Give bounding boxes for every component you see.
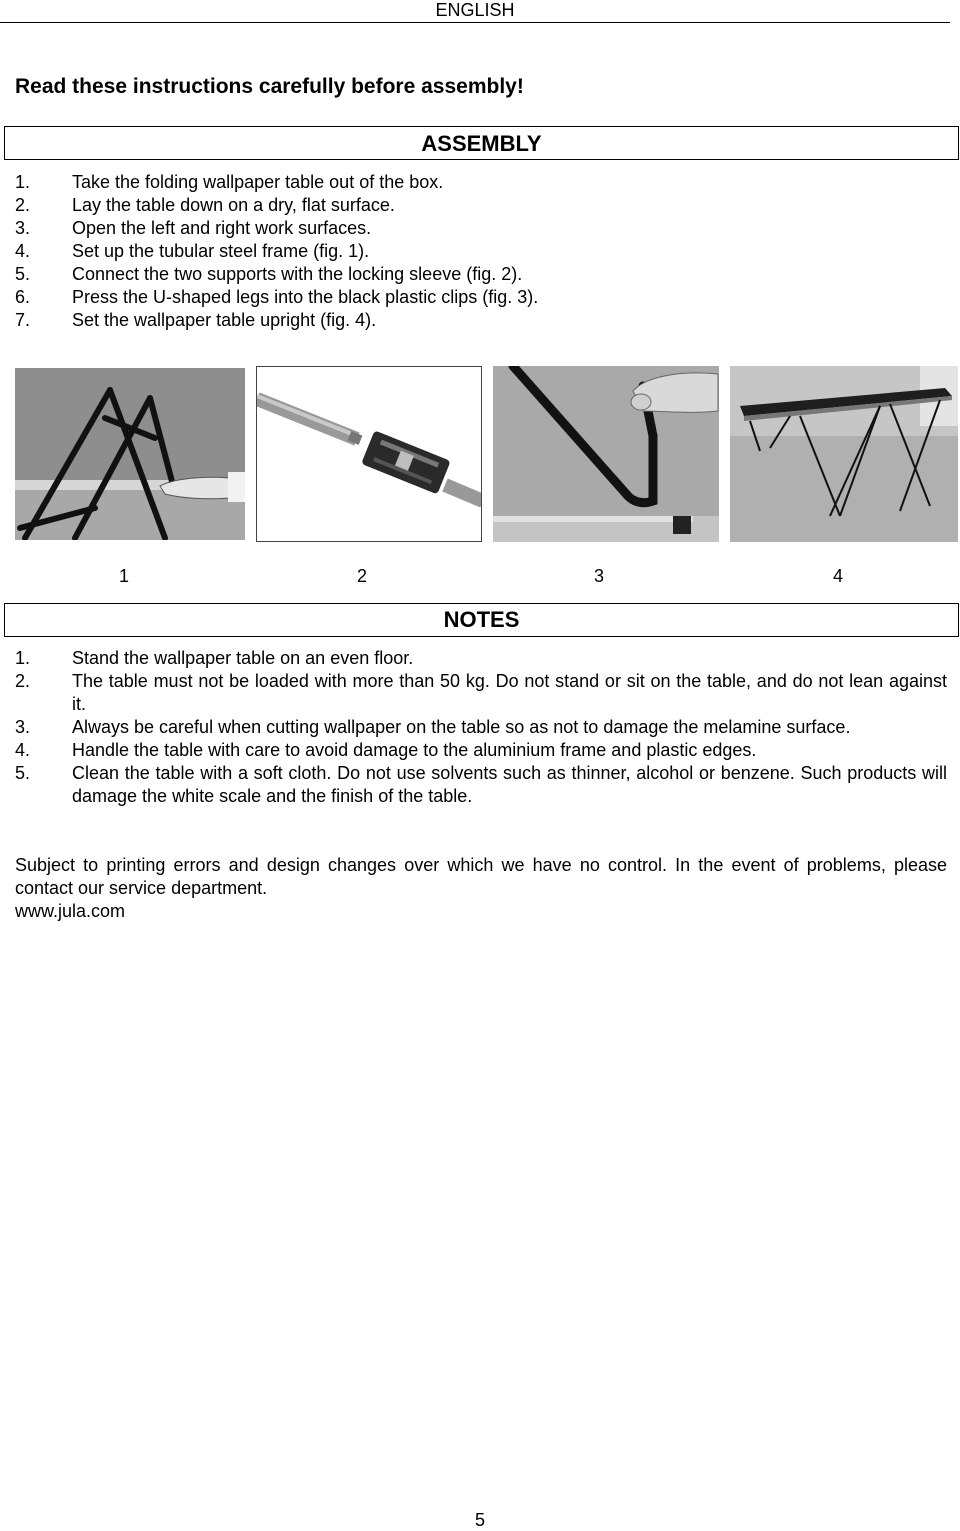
note-item: 2. The table must not be loaded with more than 50 kg. Do not stand or sit on the table, and do not lean against it.	[15, 671, 947, 714]
assembly-step: 3. Open the left and right work surfaces.	[15, 218, 372, 238]
figure-labels	[0, 566, 960, 590]
assembly-heading: ASSEMBLY	[4, 126, 959, 160]
assembly-figures	[0, 366, 960, 546]
figure-3-photo	[493, 366, 719, 542]
assembly-step: 2. Lay the table down on a dry, flat surface.	[15, 195, 395, 215]
assembly-step: 6. Press the U-shaped legs into the black plastic clips (fig. 3).	[15, 287, 539, 307]
assembly-step: 1. Take the folding wallpaper table out of the box.	[15, 172, 444, 192]
notes-list	[15, 647, 947, 808]
language-label: ENGLISH	[435, 0, 515, 20]
assembly-step: 4. Set up the tubular steel frame (fig. 1).	[15, 241, 370, 261]
figure-1-photo	[15, 368, 245, 540]
figure-label: 4	[833, 566, 844, 586]
page-header	[0, 0, 950, 23]
assembly-steps	[15, 171, 538, 332]
disclaimer-text: Subject to printing errors and design changes over which we have no control. In the event of problems, please contact our service department.	[15, 855, 947, 898]
assembly-step: 5. Connect the two supports with the locking sleeve (fig. 2).	[15, 264, 523, 284]
note-item: 1. Stand the wallpaper table on an even floor.	[15, 648, 414, 668]
note-item: 5. Clean the table with a soft cloth. Do not use solvents such as thinner, alcohol or benzene. Such products will damage the white scale and the finish of the table.	[15, 763, 947, 806]
figure-2-photo	[256, 366, 482, 542]
note-item: 4. Handle the table with care to avoid damage to the aluminium frame and plastic edges.	[15, 740, 757, 760]
figure-label: 3	[594, 566, 605, 586]
figure-label: 2	[357, 566, 368, 586]
assembly-step: 7. Set the wallpaper table upright (fig. 4).	[15, 310, 377, 330]
website-link[interactable]: www.jula.com	[15, 901, 126, 921]
intro-heading: Read these instructions carefully before assembly!	[15, 75, 524, 98]
notes-heading: NOTES	[4, 603, 959, 637]
page-number: 5	[474, 1510, 485, 1530]
figure-4-photo	[730, 366, 958, 542]
note-item: 3. Always be careful when cutting wallpaper on the table so as not to damage the melamine surface.	[15, 717, 851, 737]
figure-label: 1	[119, 566, 130, 586]
